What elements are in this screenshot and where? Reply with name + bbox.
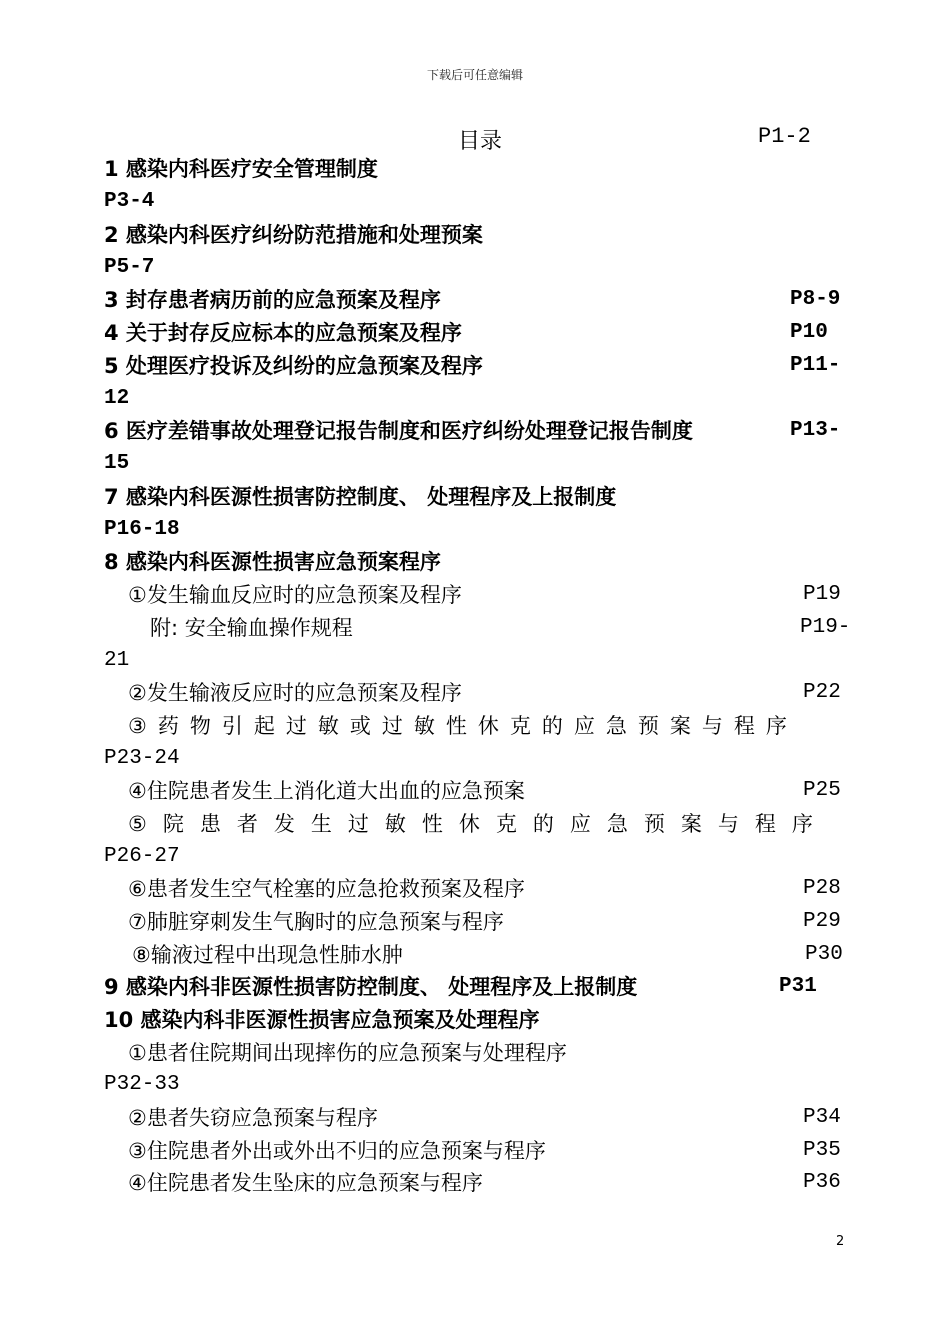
toc-entry-page: P13- xyxy=(790,419,841,442)
toc-entry-page: 12 xyxy=(104,387,130,410)
toc-entry-page: P10 xyxy=(790,321,828,344)
toc-entry-text: 1 感染内科医疗安全管理制度 xyxy=(104,157,378,181)
toc-entry-text: 10 感染内科非医源性损害应急预案及处理程序 xyxy=(104,1008,540,1032)
toc-entry-page: P35 xyxy=(803,1139,841,1162)
toc-entry-text: ②患者失窃应急预案与程序 xyxy=(128,1106,378,1130)
toc-entry-page: P28 xyxy=(803,877,841,900)
toc-entry-text: ②发生输液反应时的应急预案及程序 xyxy=(128,681,462,705)
toc-entry-page: P8-9 xyxy=(790,288,841,311)
toc-entry-page: P5-7 xyxy=(104,256,155,279)
toc-entry-text: ⑤院患者发生过敏性休克的应急预案与程序 xyxy=(128,812,829,836)
toc-entry-page: P23-24 xyxy=(104,747,180,770)
page-header: 下载后可任意编辑 xyxy=(426,68,523,82)
toc-entry-page: P19 xyxy=(803,583,841,606)
toc-entry-page: P36 xyxy=(803,1171,841,1194)
toc-entry-text: 3 封存患者病历前的应急预案及程序 xyxy=(104,288,441,312)
toc-entry-text: ⑧输液过程中出现急性肺水肿 xyxy=(132,943,403,967)
toc-entry-text: ①发生输血反应时的应急预案及程序 xyxy=(128,583,462,607)
toc-entry-page: P11- xyxy=(790,354,841,377)
toc-entry-text: 9 感染内科非医源性损害防控制度、 处理程序及上报制度 xyxy=(104,975,638,999)
toc-entry-page: P30 xyxy=(805,943,843,966)
toc-entry-text: 7 感染内科医源性损害防控制度、 处理程序及上报制度 xyxy=(104,485,617,509)
toc-entry-page: P31 xyxy=(779,975,817,998)
toc-entry-text: ⑥患者发生空气栓塞的应急抢救预案及程序 xyxy=(128,877,525,901)
toc-entry-page: P26-27 xyxy=(104,845,180,868)
toc-entry-text: 5 处理医疗投诉及纠纷的应急预案及程序 xyxy=(104,354,483,378)
toc-entry-text: ③药物引起过敏或过敏性休克的应急预案与程序 xyxy=(128,714,798,738)
toc-entry-page: P22 xyxy=(803,681,841,704)
toc-entry-page: 15 xyxy=(104,452,130,475)
toc-entry-text: ⑦肺脏穿刺发生气胸时的应急预案与程序 xyxy=(128,910,504,934)
toc-entry-page: 21 xyxy=(104,649,130,672)
toc-entry-page: P16-18 xyxy=(104,518,180,541)
toc-entry-page: P29 xyxy=(803,910,841,933)
toc-entry-text: ④住院患者发生坠床的应急预案与程序 xyxy=(128,1171,483,1195)
toc-entry-text: 附: 安全输血操作规程 xyxy=(150,616,353,640)
toc-entry-text: ④住院患者发生上消化道大出血的应急预案 xyxy=(128,779,525,803)
toc-entry-text: 8 感染内科医源性损害应急预案程序 xyxy=(104,550,441,574)
toc-entry-text: 6 医疗差错事故处理登记报告制度和医疗纠纷处理登记报告制度 xyxy=(104,419,693,443)
page-number: 2 xyxy=(836,1234,845,1249)
toc-entry-page: P19- xyxy=(800,616,851,639)
toc-title: 目录 xyxy=(458,129,503,154)
toc-entry-page: P25 xyxy=(803,779,841,802)
toc-entry-page: P34 xyxy=(803,1106,841,1129)
toc-entry-text: 2 感染内科医疗纠纷防范措施和处理预案 xyxy=(104,223,483,247)
toc-entry-text: ①患者住院期间出现摔伤的应急预案与处理程序 xyxy=(128,1041,567,1065)
toc-entry-text: ③住院患者外出或外出不归的应急预案与程序 xyxy=(128,1139,546,1163)
toc-title-page: P1-2 xyxy=(758,124,811,149)
toc-entry-page: P3-4 xyxy=(104,190,155,213)
toc-entry-page: P32-33 xyxy=(104,1073,180,1096)
toc-entry-text: 4 关于封存反应标本的应急预案及程序 xyxy=(104,321,462,345)
